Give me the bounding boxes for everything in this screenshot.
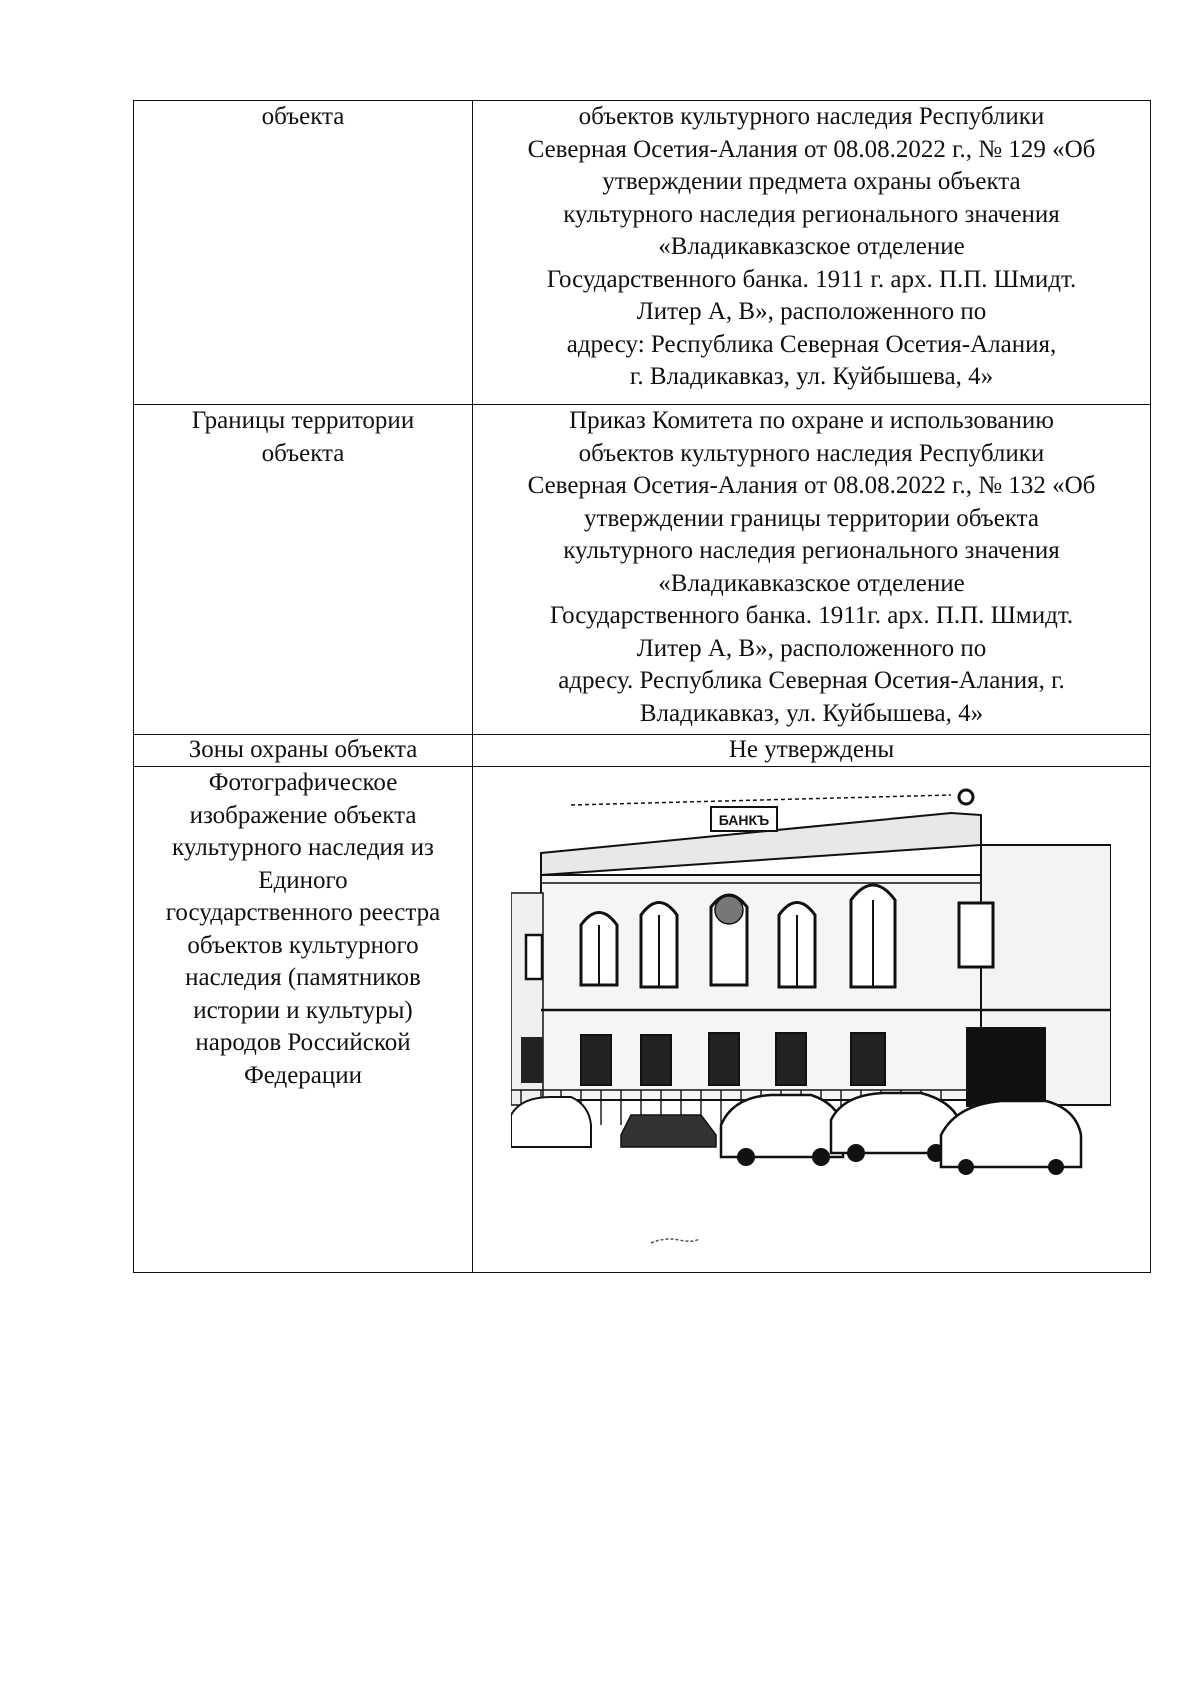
photo-wrapper xyxy=(473,767,1150,1272)
row-label-cell xyxy=(134,767,473,1273)
row-value-line: объектов культурного наследия Республики xyxy=(578,439,1045,467)
row-value-line: Северная Осетия-Алания от 08.08.2022 г., № 129 «Об xyxy=(527,135,1096,163)
row-label-line: государственного реестра xyxy=(165,899,441,926)
row-value-line: утверждении предмета охраны объекта xyxy=(602,168,1021,195)
row-label-line: народов Российской xyxy=(195,1029,411,1056)
row-value-line: «Владикавказское отделение xyxy=(658,569,965,597)
row-label-cell xyxy=(134,101,473,405)
row-value-line: адресу: Республика Северная Осетия-Алания, xyxy=(566,330,1057,358)
building-photo-icon xyxy=(511,775,1111,1175)
table-row xyxy=(134,101,1151,405)
svg-text:БАНКЪ: БАНКЪ xyxy=(718,812,770,828)
table-row xyxy=(134,735,1151,767)
row-value-line: объектов культурного наследия Республики xyxy=(578,103,1045,130)
table-row xyxy=(134,767,1151,1273)
row-label-line: Фотографическое xyxy=(208,769,398,796)
table-row xyxy=(134,405,1151,735)
row-label-line: объекта xyxy=(261,103,345,130)
row-label-cell xyxy=(134,405,473,735)
row-label-line: наследия (памятников xyxy=(185,964,421,991)
row-value-line: Литер А, В», расположенного по xyxy=(636,298,987,325)
row-value-line: «Владикавказское отделение xyxy=(658,233,965,260)
row-value-line: Литер А, В», расположенного по xyxy=(636,634,987,662)
row-label-line: истории и культуры) xyxy=(193,996,413,1024)
row-label-line: Единого xyxy=(258,866,348,894)
scan-artifact-icon xyxy=(649,1235,701,1245)
row-value-line: культурного наследия регионального значения xyxy=(563,200,1060,228)
row-label-line: Федерации xyxy=(243,1061,363,1089)
row-value-line: адресу. Республика Северная Осетия-Алания, г. xyxy=(558,667,1065,694)
row-value-line: Северная Осетия-Алания от 08.08.2022 г., № 132 «Об xyxy=(527,472,1096,499)
row-label-cell xyxy=(134,735,473,767)
heritage-object-table xyxy=(133,100,1151,1273)
photo-cell xyxy=(473,767,1151,1273)
row-value-line: Государственного банка. 1911 г. арх. П.П. Шмидт. xyxy=(546,265,1077,293)
row-label-line: культурного наследия из xyxy=(172,834,434,861)
row-label-line: Границы территории xyxy=(191,407,415,434)
row-label-line: Зоны охраны объекта xyxy=(188,736,418,763)
row-value-cell xyxy=(473,101,1151,405)
row-label-line: объекта xyxy=(261,439,345,467)
row-label-line: изображение объекта xyxy=(189,801,417,829)
row-value-cell xyxy=(473,405,1151,735)
row-value-line: Государственного банка. 1911г. арх. П.П. Шмидт. xyxy=(549,602,1074,629)
row-value-line: г. Владикавказ, ул. Куйбышева, 4» xyxy=(629,363,994,390)
row-value-line: культурного наследия регионального значения xyxy=(563,537,1060,564)
row-value-line: утверждении границы территории объекта xyxy=(584,504,1039,532)
row-value-line: Не утверждены xyxy=(728,736,895,763)
row-value-cell xyxy=(473,735,1151,767)
row-value-line: Владикавказ, ул. Куйбышева, 4» xyxy=(639,699,984,727)
row-value-line: Приказ Комитета по охране и использованию xyxy=(569,407,1054,434)
row-label-line: объектов культурного xyxy=(187,931,419,959)
